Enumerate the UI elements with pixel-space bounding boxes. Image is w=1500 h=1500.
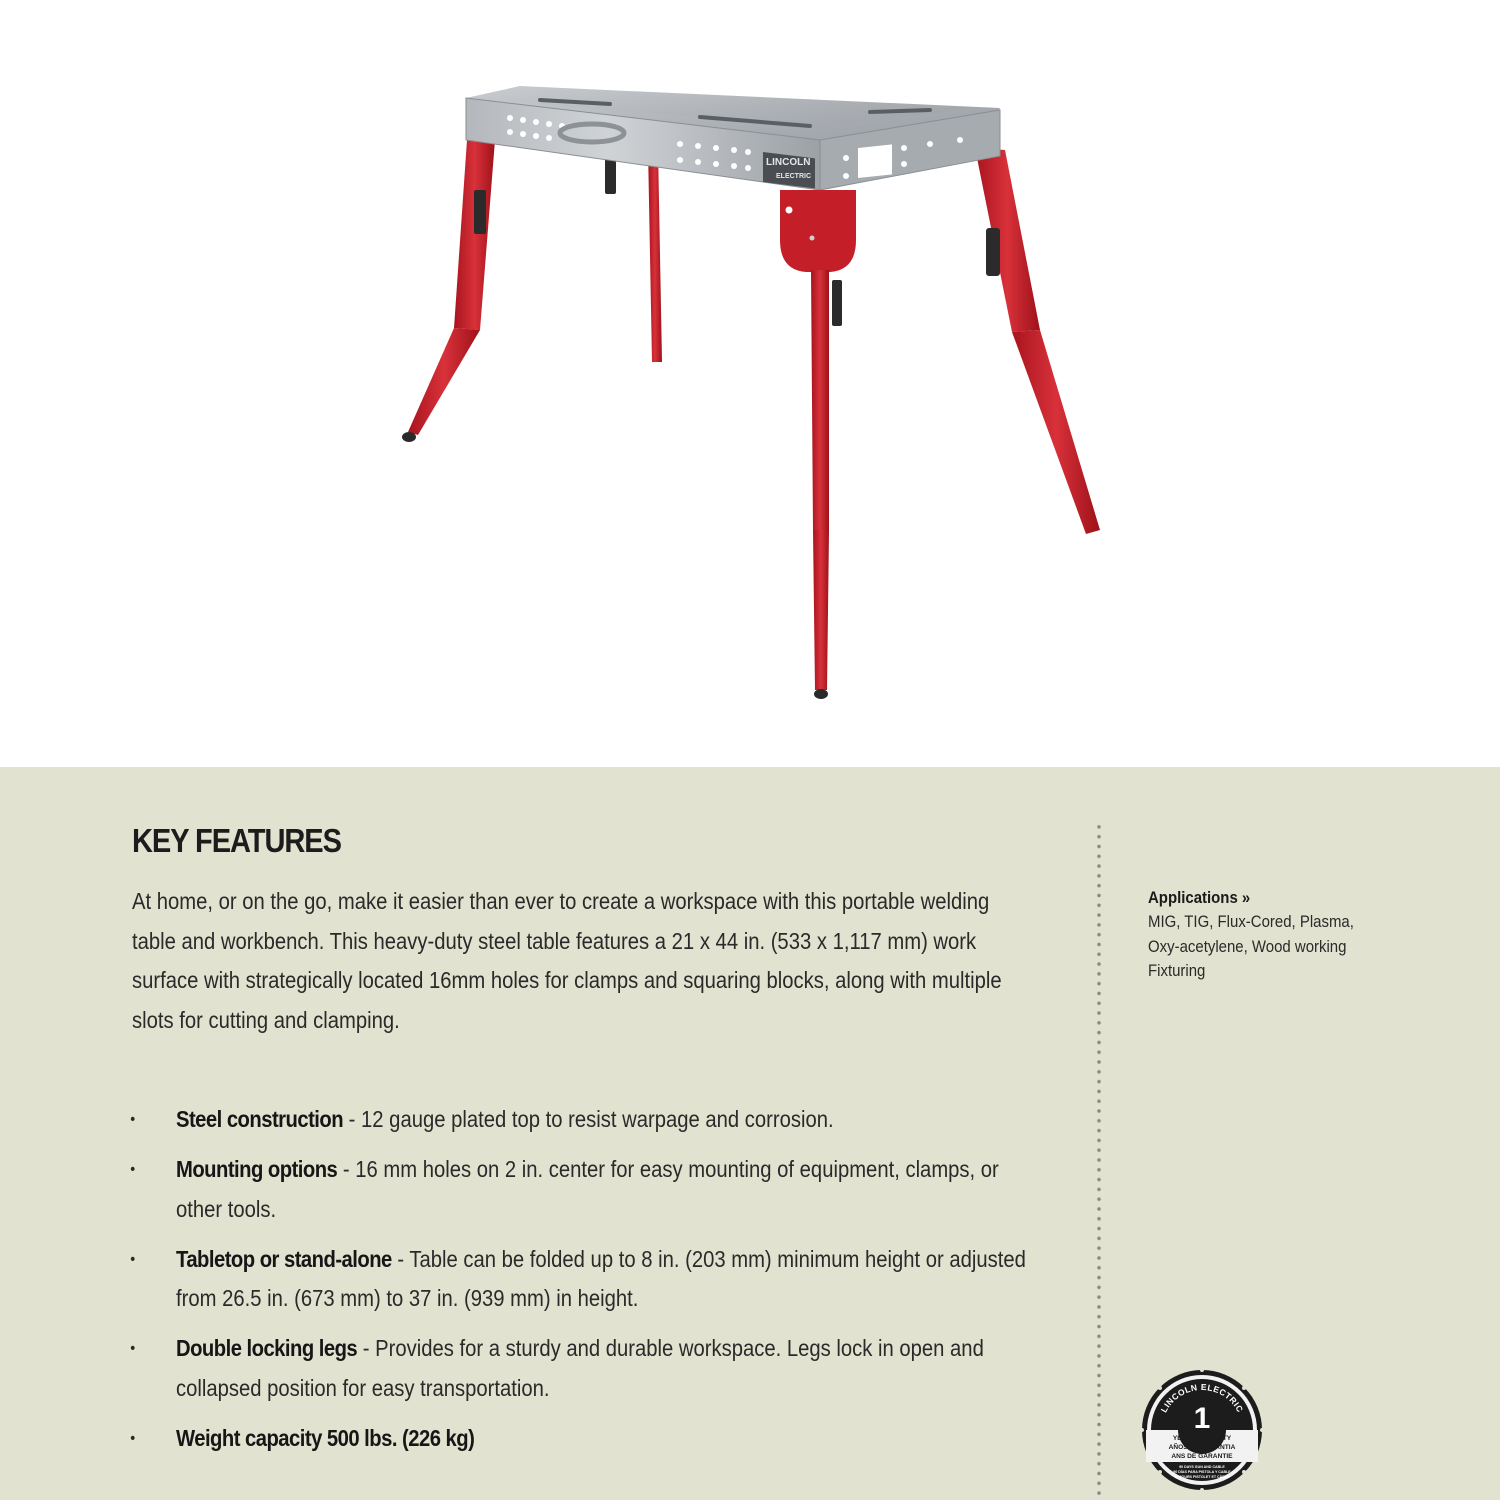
svg-text:1: 1 (1193, 1402, 1211, 1435)
feature-term: Weight capacity 500 lbs. (226 kg) (176, 1424, 475, 1451)
svg-text:AÑOS DE GARANTIA: AÑOS DE GARANTIA (1168, 1444, 1236, 1451)
bullet-icon: • (130, 1429, 136, 1447)
warranty-badge-icon (1140, 1368, 1264, 1492)
applications-line: MIG, TIG, Flux-Cored, Plasma, (1148, 912, 1354, 931)
feature-item (132, 1240, 1047, 1319)
svg-text:LINCOLN: LINCOLN (766, 157, 811, 168)
feature-item (132, 1100, 1047, 1140)
svg-text:90 JOURS PISTOLET ET CÂBLE: 90 JOURS PISTOLET ET CÂBLE (1174, 1475, 1230, 1479)
feature-item (132, 1150, 1047, 1229)
feature-term: Tabletop or stand-alone (176, 1245, 392, 1272)
feature-term: Mounting options (176, 1156, 338, 1182)
svg-text:LINCOLN ELECTRIC: LINCOLN ELECTRIC (1158, 1381, 1246, 1415)
applications-line: Fixturing (1148, 961, 1206, 980)
front-left-leg (402, 140, 495, 442)
bullet-icon: • (130, 1111, 136, 1128)
feature-desc: - Provides for a sturdy and durable workspace. Legs lock in open and collapsed position for easy transportation. (176, 1335, 984, 1401)
front-center-leg (780, 190, 856, 699)
svg-text:90 DAYS GUN AND CABLE: 90 DAYS GUN AND CABLE (1179, 1465, 1225, 1469)
feature-list (132, 1100, 1172, 1469)
applications-title: Applications » (1148, 888, 1251, 907)
bullet-icon: • (130, 1250, 136, 1268)
applications-line: Oxy-acetylene, Wood working (1148, 936, 1347, 956)
bullet-icon: • (130, 1161, 136, 1178)
feature-term: Double locking legs (176, 1335, 358, 1361)
bullet-icon: • (130, 1340, 136, 1357)
feature-desc: - 12 gauge plated top to resist warpage and corrosion. (343, 1106, 834, 1132)
feature-item (132, 1419, 1047, 1459)
feature-desc: - 16 mm holes on 2 in. center for easy mounting of equipment, clamps, or other tools. (176, 1156, 999, 1222)
back-right-leg (975, 148, 1100, 534)
back-left-leg (605, 148, 662, 362)
svg-text:ANS DE GARANTIE: ANS DE GARANTIE (1171, 1453, 1233, 1460)
feature-desc: - Table can be folded up to 8 in. (203 mm) minimum height or adjusted from 26.5 in. (673 mm) to 37 in. (939 mm) in height. (176, 1245, 1026, 1311)
svg-text:90 DÍAS PARA PISTOLA Y CABLE: 90 DÍAS PARA PISTOLA Y CABLE (1173, 1470, 1231, 1474)
key-features-heading: KEY FEATURES (132, 822, 341, 859)
svg-text:ELECTRIC: ELECTRIC (776, 173, 811, 180)
dotted-divider (1097, 822, 1101, 1500)
feature-term: Steel construction (176, 1106, 344, 1132)
brand-plate (763, 152, 815, 188)
feature-item (132, 1329, 1047, 1408)
table-top (466, 86, 1000, 190)
key-features-intro: At home, or on the go, make it easier than ever to create a workspace with this portable welding table and workbench. This heavy-duty steel table features a 21 x 44 in. (533 x 1,117 mm) work surface with strategically located 16mm holes for clamps and squaring blocks, along with multiple slots for cutting and clamping. (132, 888, 1002, 1033)
applications-block (1148, 886, 1430, 984)
svg-text:YEAR WARRANTY: YEAR WARRANTY (1172, 1435, 1232, 1442)
